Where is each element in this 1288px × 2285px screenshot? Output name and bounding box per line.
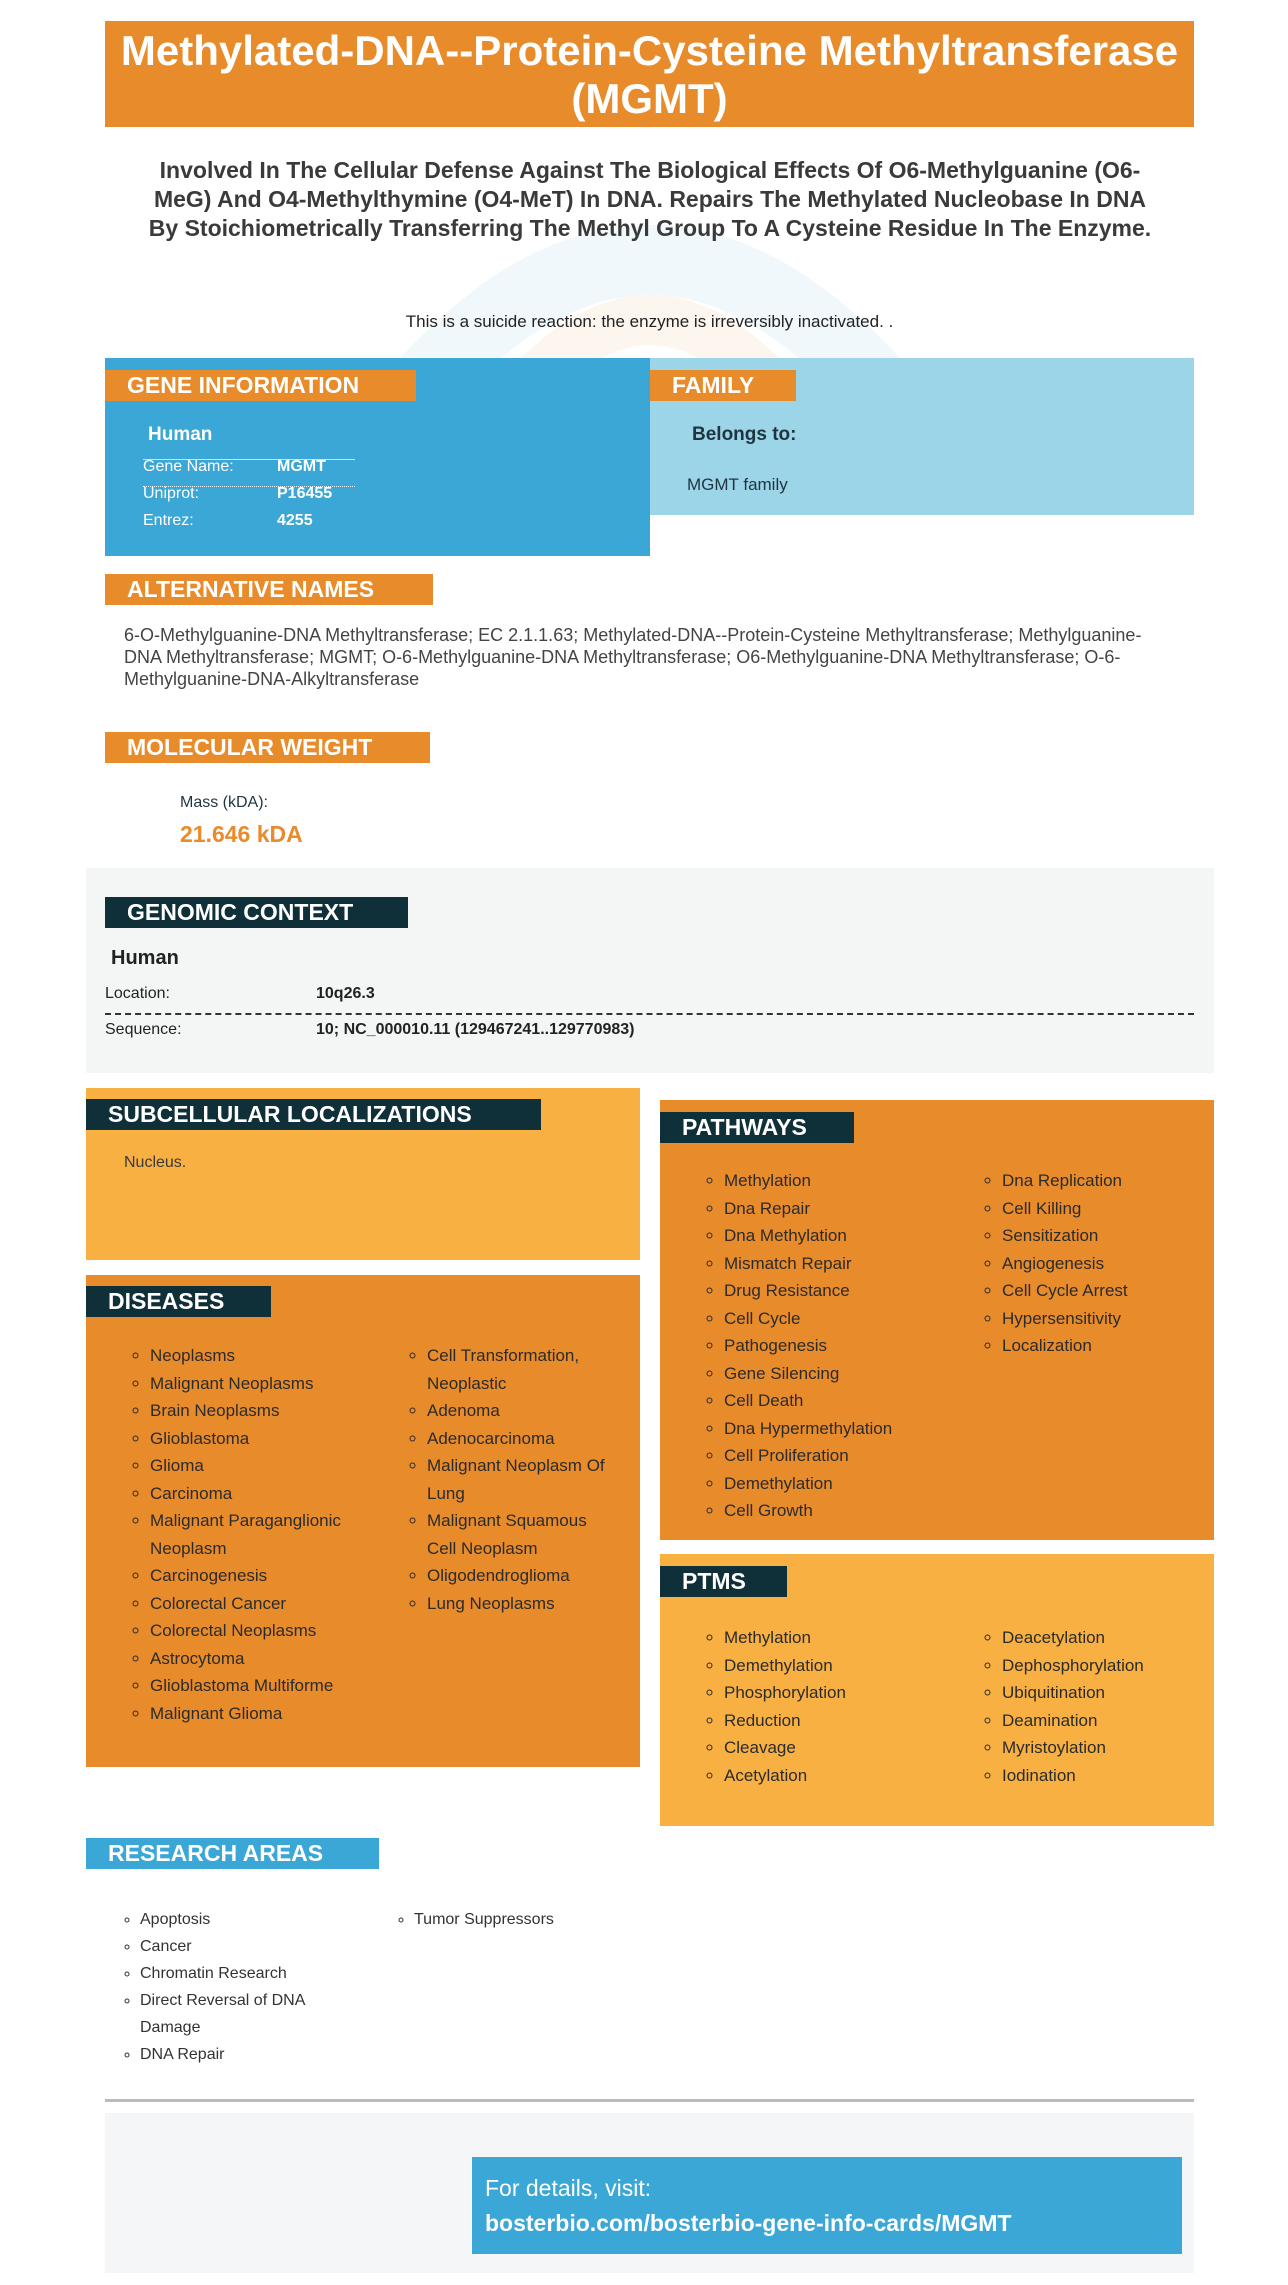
list-item: ◦ Angiogenesis	[1002, 1250, 1200, 1278]
mass-label: Mass (kDA):	[180, 794, 268, 811]
list-item: ◦ Cleavage	[724, 1734, 942, 1762]
list-item: ◦ Cell Growth	[724, 1497, 942, 1525]
uniprot-key: Uniprot:	[143, 485, 200, 502]
gene-species: Human	[148, 424, 213, 445]
list-item: ◦ Carcinoma	[150, 1480, 348, 1508]
family-value: MGMT family	[687, 475, 788, 494]
research-areas-list-col1	[118, 1906, 348, 2068]
list-item: ◦ Malignant Glioma	[150, 1700, 348, 1728]
research-areas-list-col2	[392, 1906, 622, 1933]
list-item: ◦ Localization	[1002, 1332, 1200, 1360]
list-item: ◦ Neoplasms	[150, 1342, 348, 1370]
gene-information-heading: GENE INFORMATION	[105, 370, 416, 401]
list-item: ◦ Glioblastoma Multiforme	[150, 1672, 348, 1700]
list-item: ◦ Hypersensitivity	[1002, 1305, 1200, 1333]
details-link-label: For details, visit:	[485, 2175, 652, 2201]
list-item: ◦ Colorectal Cancer	[150, 1590, 348, 1618]
details-link-url[interactable]: bosterbio.com/bosterbio-gene-info-cards/MGMT	[485, 2210, 1012, 2236]
molecular-weight-heading: MOLECULAR WEIGHT	[105, 732, 430, 763]
sequence-key: Sequence:	[105, 1021, 182, 1038]
list-item: ◦ Drug Resistance	[724, 1277, 942, 1305]
gene-summary: Involved In The Cellular Defense Against The Biological Effects Of O6-Methylguanine (O6-MeG) And O4-Methylthymine (O4-MeT) In DNA. Repairs The Methylated Nucleobase In DNA By Stoichiometrically Transferring The Methyl Group To A Cysteine Residue In The Enzyme.	[148, 157, 1152, 241]
list-item: ◦ Adenocarcinoma	[427, 1425, 610, 1453]
list-item: ◦ Cell Proliferation	[724, 1442, 942, 1470]
list-item: ◦ Cancer	[140, 1933, 348, 1960]
subcellular-text: Nucleus.	[124, 1154, 187, 1171]
details-link[interactable]	[472, 2157, 1182, 2254]
gene-name-value: MGMT	[277, 458, 326, 475]
list-item: ◦ Oligodendroglioma	[427, 1562, 610, 1590]
list-item: ◦ Deamination	[1002, 1707, 1200, 1735]
list-item: ◦ Brain Neoplasms	[150, 1397, 348, 1425]
sequence-value: 10; NC_000010.11 (129467241..129770983)	[316, 1021, 635, 1038]
list-item: ◦ Myristoylation	[1002, 1734, 1200, 1762]
pathways-list-col2	[980, 1167, 1200, 1360]
list-item: ◦ Cell Death	[724, 1387, 942, 1415]
list-item: ◦ Methylation	[724, 1624, 942, 1652]
ptms-panel	[660, 1554, 1214, 1826]
genomic-context-heading: GENOMIC CONTEXT	[105, 897, 408, 928]
diseases-panel	[86, 1275, 640, 1767]
family-belongs-label: Belongs to:	[692, 424, 797, 445]
subcellular-heading: SUBCELLULAR LOCALIZATIONS	[86, 1099, 541, 1130]
list-item: ◦ Dna Methylation	[724, 1222, 942, 1250]
list-item: ◦ Acetylation	[724, 1762, 942, 1790]
list-item: ◦ Ubiquitination	[1002, 1679, 1200, 1707]
family-panel	[650, 358, 1194, 515]
footer-divider	[105, 2099, 1194, 2102]
diseases-list-col2	[405, 1342, 610, 1617]
list-item: ◦ Carcinogenesis	[150, 1562, 348, 1590]
entrez-value: 4255	[277, 512, 313, 529]
list-item: ◦ Dephosphorylation	[1002, 1652, 1200, 1680]
list-item: ◦ Direct Reversal of DNA Damage	[140, 1987, 348, 2041]
list-item: ◦ Cell Cycle Arrest	[1002, 1277, 1200, 1305]
list-item: ◦ Malignant Neoplasm Of Lung	[427, 1452, 610, 1507]
ptms-heading: PTMS	[660, 1566, 787, 1597]
list-item: ◦ DNA Repair	[140, 2041, 348, 2068]
list-item: ◦ Sensitization	[1002, 1222, 1200, 1250]
list-item: ◦ Astrocytoma	[150, 1645, 348, 1673]
ptms-list-col1	[702, 1624, 942, 1789]
list-item: ◦ Tumor Suppressors	[414, 1906, 622, 1933]
diseases-list-col1	[128, 1342, 348, 1727]
research-areas-heading: RESEARCH AREAS	[86, 1838, 379, 1869]
subcellular-panel	[86, 1088, 640, 1260]
list-item: ◦ Adenoma	[427, 1397, 610, 1425]
list-item: ◦ Demethylation	[724, 1652, 942, 1680]
location-value: 10q26.3	[316, 985, 375, 1002]
function-note: This is a suicide reaction: the enzyme is irreversibly inactivated. .	[405, 312, 894, 331]
pathways-list-col1	[702, 1167, 942, 1525]
list-item: ◦ Lung Neoplasms	[427, 1590, 610, 1618]
alternative-names-heading: ALTERNATIVE NAMES	[105, 574, 433, 605]
list-item: ◦ Chromatin Research	[140, 1960, 348, 1987]
entrez-key: Entrez:	[143, 512, 194, 529]
list-item: ◦ Dna Replication	[1002, 1167, 1200, 1195]
page-title: Methylated-DNA--Protein-Cysteine Methyltransferase (MGMT)	[105, 21, 1194, 127]
gene-name-key: Gene Name:	[143, 458, 234, 475]
list-item: ◦ Apoptosis	[140, 1906, 348, 1933]
pathways-panel	[660, 1100, 1214, 1540]
mass-value: 21.646 kDA	[180, 821, 303, 847]
list-item: ◦ Colorectal Neoplasms	[150, 1617, 348, 1645]
diseases-heading: DISEASES	[86, 1286, 271, 1317]
list-item: ◦ Cell Transformation, Neoplastic	[427, 1342, 610, 1397]
gene-information-panel	[105, 358, 650, 556]
list-item: ◦ Malignant Squamous Cell Neoplasm	[427, 1507, 610, 1562]
list-item: ◦ Cell Cycle	[724, 1305, 942, 1333]
list-item: ◦ Demethylation	[724, 1470, 942, 1498]
alternative-names-text: 6-O-Methylguanine-DNA Methyltransferase; EC 2.1.1.63; Methylated-DNA--Protein-Cysteine Methyltransferase; Methylguanine-DNA Methyltransferase; MGMT; O-6-Methylguanine-DNA Methyltransferase; O6-Methylguanine-DNA Methyltransferase; O-6-Methylguanine-DNA-Alkyltransferase	[124, 625, 1142, 689]
list-item: ◦ Dna Repair	[724, 1195, 942, 1223]
list-item: ◦ Methylation	[724, 1167, 942, 1195]
list-item: ◦ Dna Hypermethylation	[724, 1415, 942, 1443]
list-item: ◦ Deacetylation	[1002, 1624, 1200, 1652]
pathways-heading: PATHWAYS	[660, 1112, 854, 1143]
list-item: ◦ Iodination	[1002, 1762, 1200, 1790]
list-item: ◦ Reduction	[724, 1707, 942, 1735]
uniprot-value: P16455	[277, 485, 333, 502]
list-item: ◦ Pathogenesis	[724, 1332, 942, 1360]
list-item: ◦ Gene Silencing	[724, 1360, 942, 1388]
list-item: ◦ Malignant Paraganglionic Neoplasm	[150, 1507, 348, 1562]
genomic-species: Human	[111, 947, 179, 969]
genomic-context-panel	[86, 868, 1214, 1073]
location-key: Location:	[105, 985, 170, 1002]
ptms-list-col2	[980, 1624, 1200, 1789]
list-item: ◦ Cell Killing	[1002, 1195, 1200, 1223]
list-item: ◦ Glioblastoma	[150, 1425, 348, 1453]
list-item: ◦ Phosphorylation	[724, 1679, 942, 1707]
list-item: ◦ Malignant Neoplasms	[150, 1370, 348, 1398]
list-item: ◦ Mismatch Repair	[724, 1250, 942, 1278]
list-item: ◦ Glioma	[150, 1452, 348, 1480]
family-heading: FAMILY	[650, 370, 796, 401]
